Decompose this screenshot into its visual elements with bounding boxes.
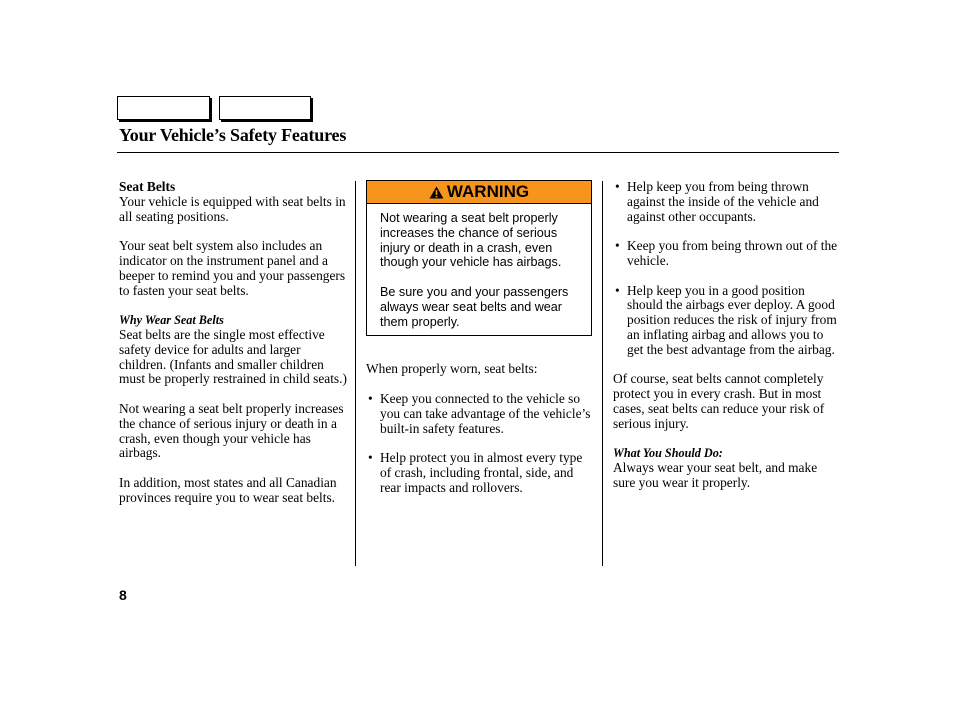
bullet-icon: •	[615, 238, 620, 254]
subheading-what-you-should-do: What You Should Do:	[613, 446, 723, 461]
paragraph: Of course, seat belts cannot completely protect you in every crash. But in most cases, seat belts can reduce your risk of serious injury.	[613, 371, 825, 431]
warning-header	[367, 181, 591, 204]
list-item	[366, 451, 594, 495]
column-middle	[366, 180, 594, 510]
bullet-icon: •	[368, 390, 373, 406]
warning-triangle-icon	[429, 186, 444, 199]
list-item-text: Keep you connected to the vehicle so you can take advantage of the vehicle’s built-in safety features.	[380, 390, 591, 436]
bullet-icon: •	[615, 179, 620, 194]
list-item	[366, 392, 594, 436]
warning-label: WARNING	[446, 181, 530, 201]
paragraph: In addition, most states and all Canadian provinces require you to wear seat belts.	[119, 474, 337, 505]
warning-text: Not wearing a seat belt properly increases the chance of serious injury or death in a crash, even though your vehicle has airbags.	[380, 211, 562, 270]
paragraph: Seat belts are the single most effective safety device for adults and larger children. (Infants and smaller children must be properly restrained in child seats.)	[119, 326, 347, 387]
paragraph: Your vehicle is equipped with seat belts in all seating positions.	[119, 193, 346, 224]
warning-text: Be sure you and your passengers always wear seat belts and wear them properly.	[380, 284, 569, 329]
bullet-icon: •	[368, 450, 373, 466]
page-number: 8	[119, 587, 127, 603]
subheading-why-wear: Why Wear Seat Belts	[119, 313, 224, 328]
nav-tab-table-of-contents[interactable]	[219, 96, 311, 120]
bullet-icon: •	[615, 282, 620, 298]
nav-tab-main-menu[interactable]	[117, 96, 210, 120]
page-title: Your Vehicle’s Safety Features	[119, 125, 347, 145]
column-left	[119, 180, 347, 520]
paragraph: Your seat belt system also includes an indicator on the instrument panel and a beeper to remind you and your passengers to fasten your seat belts.	[119, 238, 346, 298]
column-divider	[602, 181, 603, 566]
warning-body	[367, 204, 591, 335]
warning-box	[366, 180, 592, 336]
list-item	[613, 284, 839, 358]
list-item-text: Help keep you from being thrown against the inside of the vehicle and against other occupants.	[627, 179, 819, 224]
paragraph: When properly worn, seat belts:	[366, 361, 538, 377]
paragraph: Always wear your seat belt, and make sure you wear it properly.	[613, 460, 818, 490]
list-item-text: Help keep you in a good position should the airbags ever deploy. A good position reduces the risk of injury from an inflating airbag and allows you to get the best advantage from the airbag.	[627, 282, 837, 357]
title-divider	[117, 152, 839, 153]
list-item	[613, 239, 839, 269]
section-heading-seat-belts: Seat Belts	[119, 179, 176, 194]
list-item	[613, 180, 839, 224]
list-item-text: Keep you from being thrown out of the vehicle.	[627, 238, 838, 268]
column-divider	[355, 181, 356, 566]
list-item-text: Help protect you in almost every type of crash, including frontal, side, and rear impacts and rollovers.	[380, 450, 583, 495]
column-right	[613, 180, 839, 506]
paragraph: Not wearing a seat belt properly increases the chance of serious injury or death in a crash, even though your vehicle has airbags.	[119, 400, 344, 461]
